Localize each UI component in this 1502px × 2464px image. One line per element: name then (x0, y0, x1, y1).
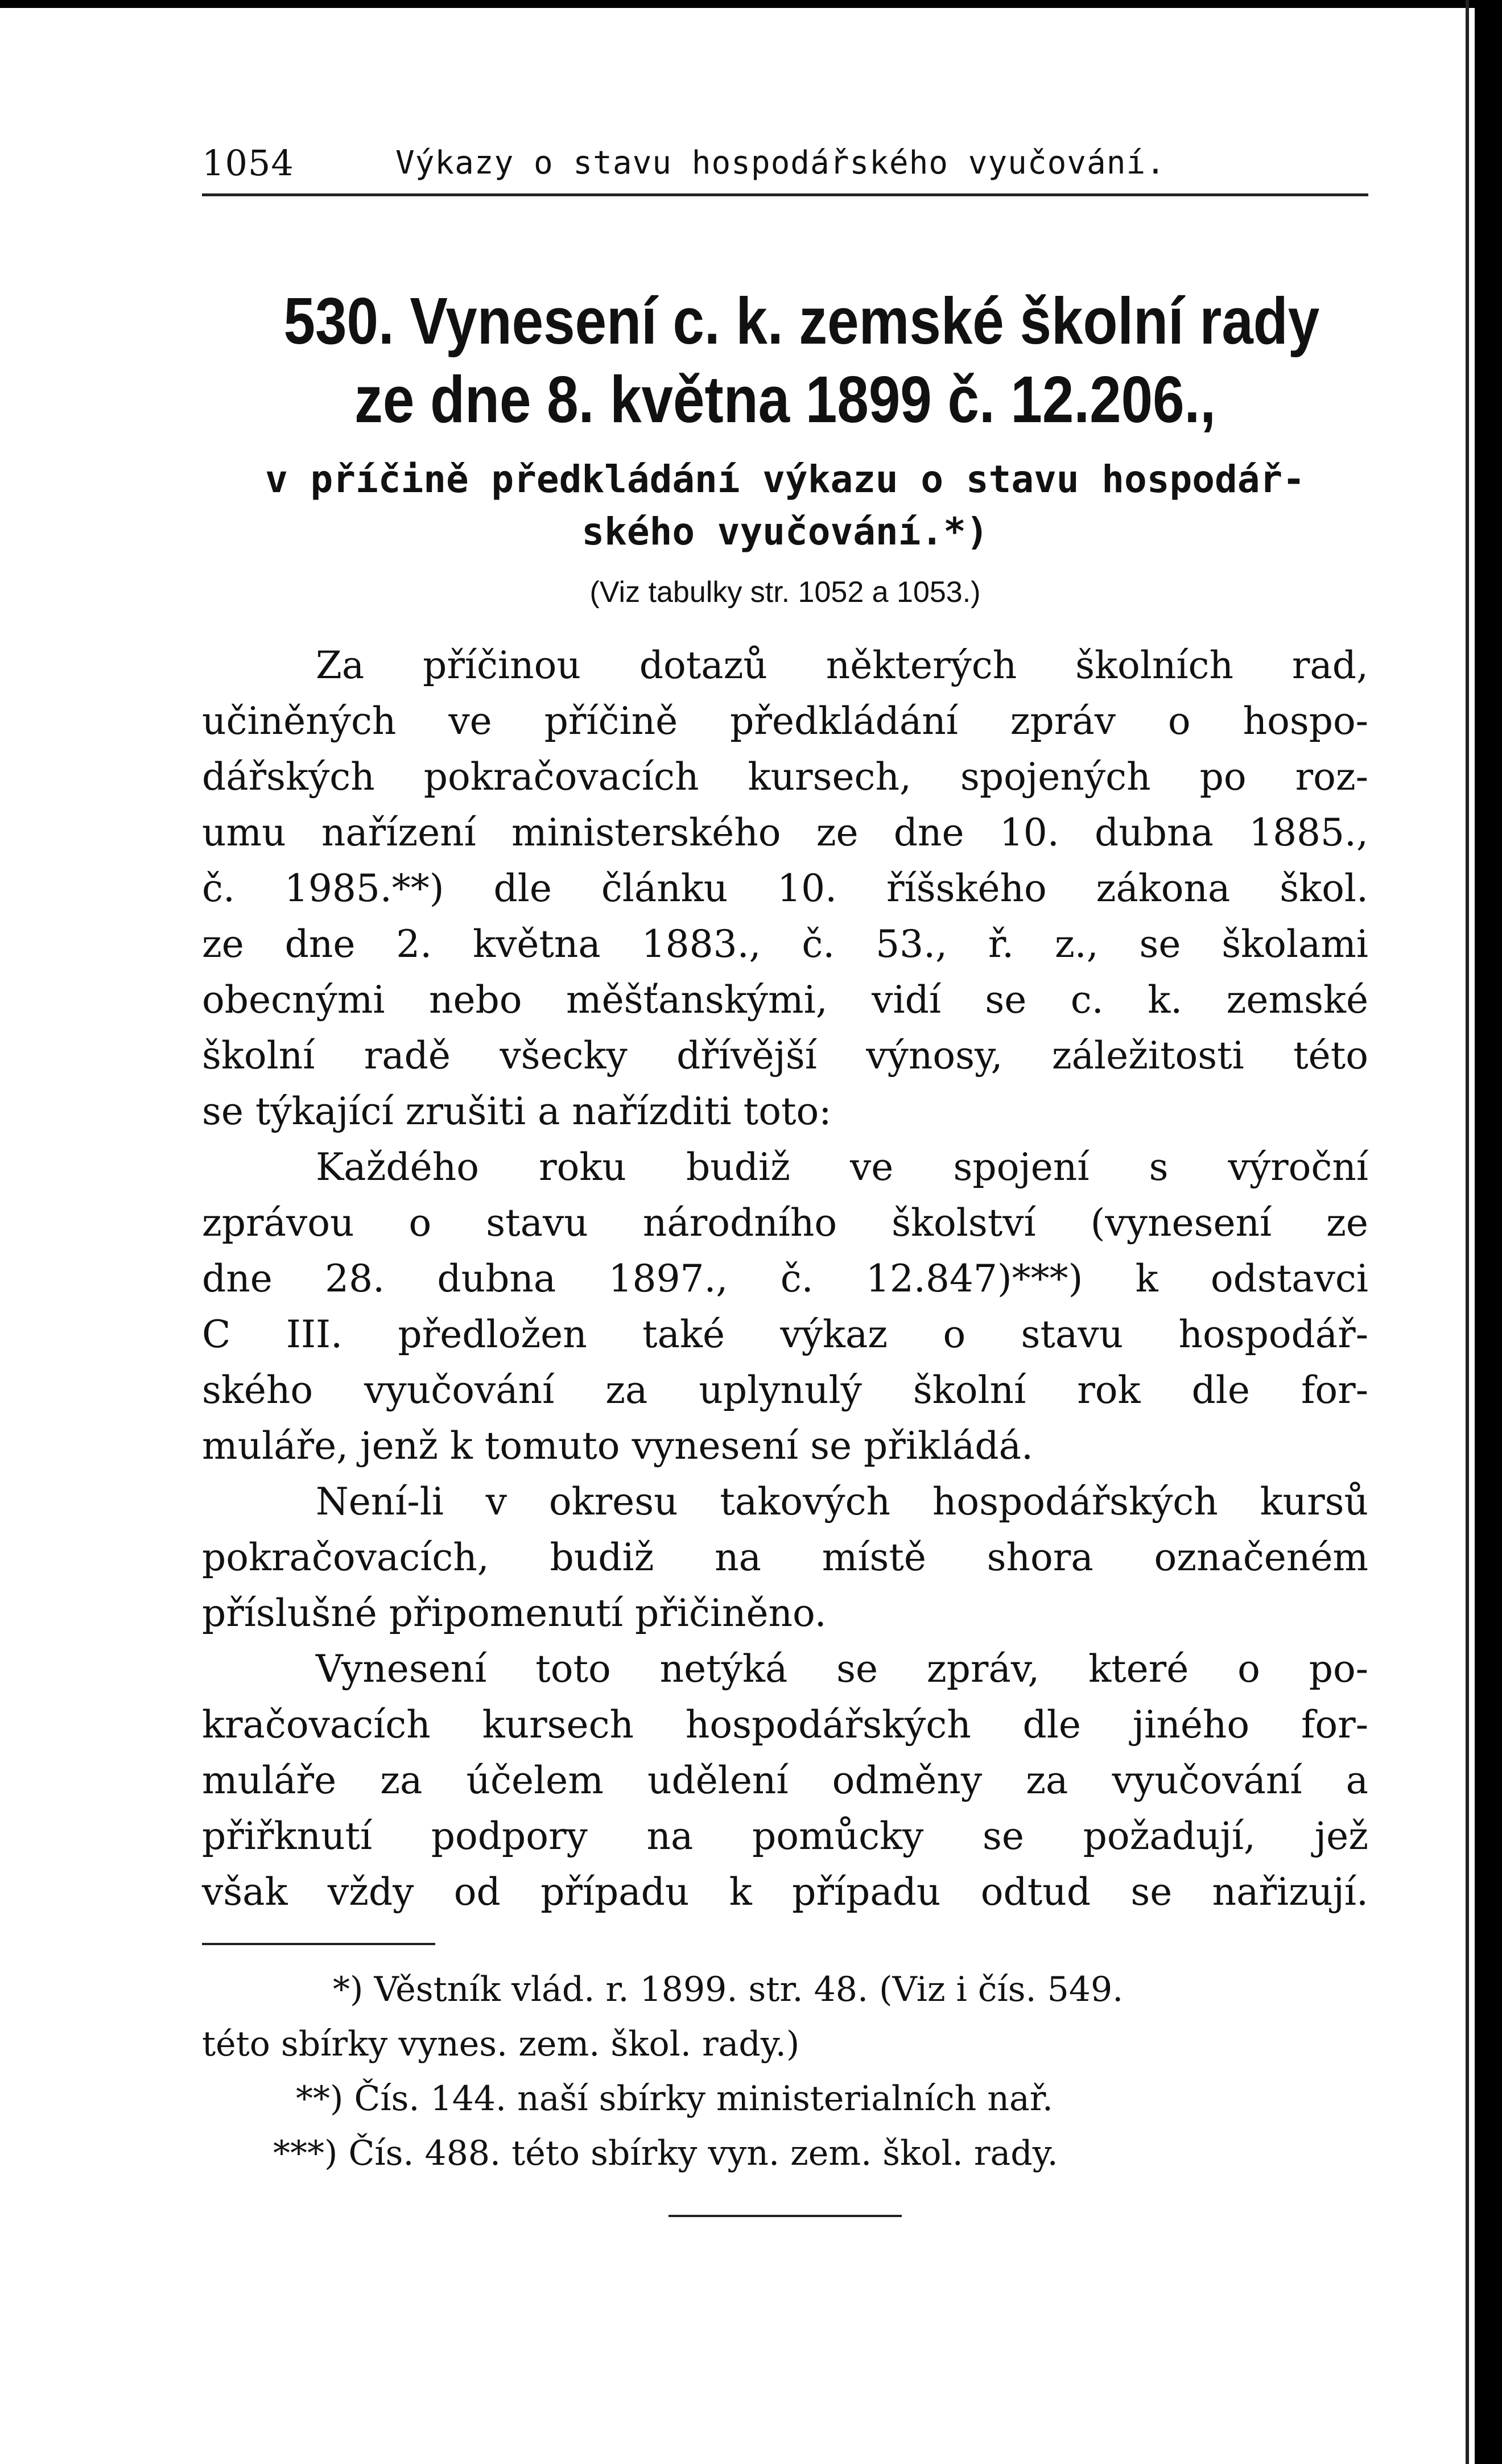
document-page (202, 131, 1368, 2217)
text-line: přiřknutí podpory na pomůcky se požadují, jež (202, 1814, 1368, 1858)
text-line: školní radě všecky dřívější výnosy, záležitosti této (202, 1034, 1368, 1078)
text-line: dne 28. dubna 1897., č. 12.847)***) k odstavci (202, 1257, 1368, 1301)
text-line: kračovacích kursech hospodářských dle jiného for- (202, 1703, 1368, 1747)
scan-border-top (0, 0, 1502, 8)
text-line: dářských pokračovacích kursech, spojených po roz- (202, 755, 1368, 799)
footnote-separator (202, 1943, 435, 1945)
page-number: 1054 (202, 142, 294, 184)
text-line: C III. předložen také výkaz o stavu hospodář- (202, 1313, 1368, 1356)
text-line: však vždy od případu k případu odtud se nařizují. (202, 1870, 1368, 1914)
scan-border-right (1475, 0, 1502, 2464)
text-line: muláře, jenž k tomuto vynesení se přikládá. (202, 1424, 1033, 1468)
text-line: Není-li v okresu takových hospodářských kursů (316, 1480, 1368, 1524)
running-header (202, 131, 1368, 196)
text-line: č. 1985.**) dle článku 10. říšského zákona škol. (202, 866, 1368, 910)
body-text (202, 638, 1368, 1920)
text-line: pokračovacích, budiž na místě shora označeném (202, 1536, 1368, 1579)
text-line: se týkající zrušiti a nařízditi toto: (202, 1089, 832, 1133)
footnote-1: *) Věstník vlád. r. 1899. str. 48. (Viz i čís. 549. (333, 1970, 1124, 2009)
document-title (283, 282, 1320, 439)
text-line: Každého roku budiž ve spojení s výroční (316, 1145, 1368, 1189)
text-line: učiněných ve příčině předkládání zpráv o hospo- (202, 699, 1368, 743)
footnote-1-continued: této sbírky vynes. zem. škol. rady.) (202, 2024, 800, 2064)
text-line: příslušné připomenutí přičiněno. (202, 1591, 827, 1635)
document-subtitle (202, 453, 1368, 558)
subtitle-line-2: ského vyučování.*) (581, 510, 989, 554)
paragraph-3 (202, 1474, 1368, 1641)
text-line: ského vyučování za uplynulý školní rok dle for- (202, 1368, 1368, 1412)
running-title: Výkazy o stavu hospodářského vyučování. (395, 145, 1166, 181)
title-line-2: ze dne 8. května 1899 č. 12.206., (354, 362, 1216, 436)
title-line-1: 530. Vynesení c. k. zemské školní rady (283, 284, 1320, 358)
paragraph-2 (202, 1140, 1368, 1474)
paragraph-4 (202, 1641, 1368, 1920)
scan-border-right-inner (1466, 0, 1469, 2464)
text-line: umu nařízení ministerského ze dne 10. dubna 1885., (202, 811, 1368, 855)
subtitle-line-1: v příčině předkládání výkazu o stavu hospodář- (265, 457, 1305, 501)
text-line: Za příčinou dotazů některých školních rad, (316, 643, 1368, 687)
text-line: zprávou o stavu národního školství (vynesení ze (202, 1201, 1368, 1245)
footnotes (202, 1962, 1368, 2181)
footnote-3: ***) Čís. 488. této sbírky vyn. zem. škol. rady. (273, 2133, 1058, 2173)
text-line: Vynesení toto netýká se zpráv, které o po- (316, 1647, 1368, 1691)
text-line: ze dne 2. května 1883., č. 53., ř. z., se školami (202, 922, 1368, 966)
text-line: obecnými nebo měšťanskými, vidí se c. k. zemské (202, 978, 1368, 1022)
text-line: muláře za účelem udělení odměny za vyučování a (202, 1759, 1368, 1802)
end-rule (669, 2215, 902, 2217)
footnote-2: **) Čís. 144. naší sbírky ministerialních nař. (296, 2079, 1053, 2119)
table-reference: (Viz tabulky str. 1052 a 1053.) (589, 576, 981, 609)
paragraph-1 (202, 638, 1368, 1140)
